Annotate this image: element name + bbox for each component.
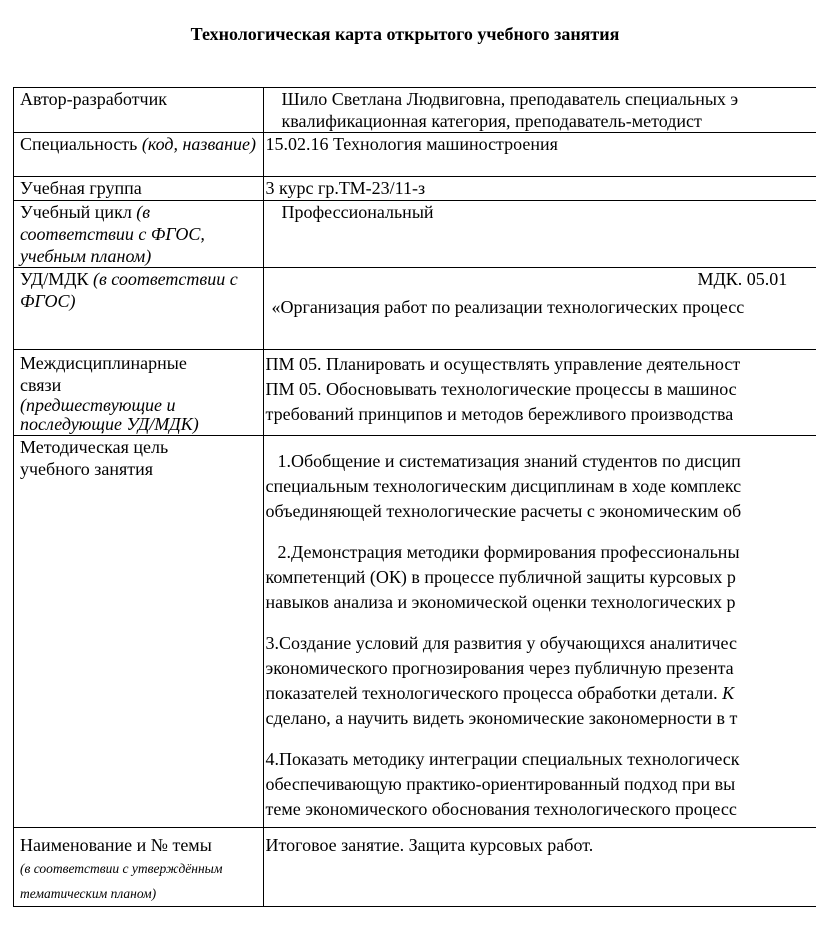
- author-label-cell: [14, 88, 264, 133]
- group-value-cell: [263, 177, 816, 201]
- topic-value: Итоговое занятие. Защита курсовых работ.: [265, 835, 594, 855]
- goal-p4-line-2: обеспечивающую практико-ориентированный подход при вы: [265, 774, 736, 794]
- module-name: «Организация работ по реализации технологических процесс: [271, 297, 745, 317]
- goal-p2-line-2: компетенций (ОК) в процессе публичной защиты курсовых р: [265, 567, 736, 587]
- goal-value-cell: [263, 436, 816, 828]
- goal-label-cell: [14, 436, 264, 828]
- goal-p3-line-3-italic: К: [722, 683, 735, 703]
- goal-p3-line-4: сделано, а научить видеть экономические закономерности в т: [265, 708, 738, 728]
- topic-value-cell: [263, 828, 816, 907]
- specialty-value: 15.02.16 Технология машиностроения: [265, 134, 558, 154]
- row-specialty: [14, 133, 816, 177]
- goal-label-line-2: учебного занятия: [20, 459, 154, 479]
- goal-p4-line-1: 4.Показать методику интеграции специальных технологическ: [265, 749, 740, 769]
- author-value-line-1: Шило Светлана Людвиговна, преподаватель специальных э: [281, 89, 739, 109]
- goal-p3-line-3-wrap: [266, 681, 816, 706]
- row-topic: [14, 828, 816, 907]
- cycle-value: Профессиональный: [281, 202, 434, 222]
- goal-p1-line-1: 1.Обобщение и систематизация знаний студентов по дисцип: [277, 451, 741, 471]
- topic-label-note-line-1: (в соответствии с утверждённым: [20, 861, 223, 876]
- specialty-label-cell: [14, 133, 264, 177]
- goal-p4-line-3: теме экономического обоснования технологического процесс: [265, 799, 737, 819]
- goal-p3-line-2: экономического прогнозирования через публичную презента: [265, 658, 734, 678]
- module-code: МДК. 05.01: [697, 269, 788, 289]
- author-value-line-2: квалификационная категория, преподаватель-методист: [281, 111, 702, 131]
- goal-p2-line-1: 2.Демонстрация методики формирования профессиональны: [277, 542, 740, 562]
- module-label-note: (в соответствии с ФГОС): [20, 269, 238, 311]
- module-value-cell: [263, 268, 816, 350]
- module-label: УД/МДК: [20, 269, 89, 289]
- group-label: Учебная группа: [20, 178, 142, 198]
- cycle-label-note: (в соответствии с ФГОС, учебным планом): [20, 202, 205, 266]
- cycle-label-cell: [14, 201, 264, 268]
- specialty-value-cell: [263, 133, 816, 177]
- topic-label: Наименование и № темы: [20, 835, 212, 855]
- specialty-label: Специальность: [20, 134, 138, 154]
- lesson-card-table: [13, 87, 816, 907]
- goal-paragraph-2: [266, 524, 816, 615]
- module-label-cell: [14, 268, 264, 350]
- goal-paragraph-4: [266, 731, 816, 822]
- links-value-line-3: требований принципов и методов бережливого производства: [265, 404, 734, 424]
- author-label: Автор-разработчик: [20, 89, 167, 109]
- topic-label-cell: [14, 828, 264, 907]
- links-label-cell: [14, 350, 264, 436]
- goal-paragraph-3: [266, 615, 816, 731]
- goal-label-line-1: Методическая цель: [20, 437, 169, 457]
- links-label-line-2: связи: [20, 375, 62, 395]
- topic-label-note-line-2: тематическим планом): [20, 886, 157, 901]
- goal-p1-line-3: объединяющей технологические расчеты с экономическим об: [265, 501, 742, 521]
- goal-p3-line-3: показателей технологического процесса обработки детали.: [265, 683, 718, 703]
- goal-p3-line-1: 3.Создание условий для развития у обучающихся аналитичес: [265, 633, 737, 653]
- row-goal: [14, 436, 816, 828]
- page-title-text: Технологическая карта открытого учебного занятия: [190, 24, 620, 44]
- row-author: [14, 88, 816, 133]
- page-title: [0, 24, 816, 45]
- cycle-value-cell: [263, 201, 816, 268]
- group-label-cell: [14, 177, 264, 201]
- links-label-line-1: Междисциплинарные: [20, 353, 187, 373]
- goal-paragraph-1: [266, 436, 816, 524]
- specialty-label-note: (код, название): [141, 134, 257, 154]
- links-value-line-1: ПМ 05. Планировать и осуществлять управление деятельност: [265, 354, 741, 374]
- links-value-line-2: ПМ 05. Обосновывать технологические процессы в машинос: [265, 379, 737, 399]
- cycle-label: Учебный цикл: [20, 202, 132, 222]
- links-value-cell: [263, 350, 816, 436]
- goal-p1-line-2: специальным технологическим дисциплинам в ходе комплекс: [265, 476, 742, 496]
- author-value-cell: [263, 88, 816, 133]
- row-group: [14, 177, 816, 201]
- row-links: [14, 350, 816, 436]
- group-value: 3 курс гр.ТМ-23/11-з: [265, 178, 426, 198]
- links-label-note: (предшествующие и последующие УД/МДК): [20, 395, 199, 434]
- goal-p2-line-3: навыков анализа и экономической оценки технологических р: [265, 592, 736, 612]
- row-cycle: [14, 201, 816, 268]
- row-module: [14, 268, 816, 350]
